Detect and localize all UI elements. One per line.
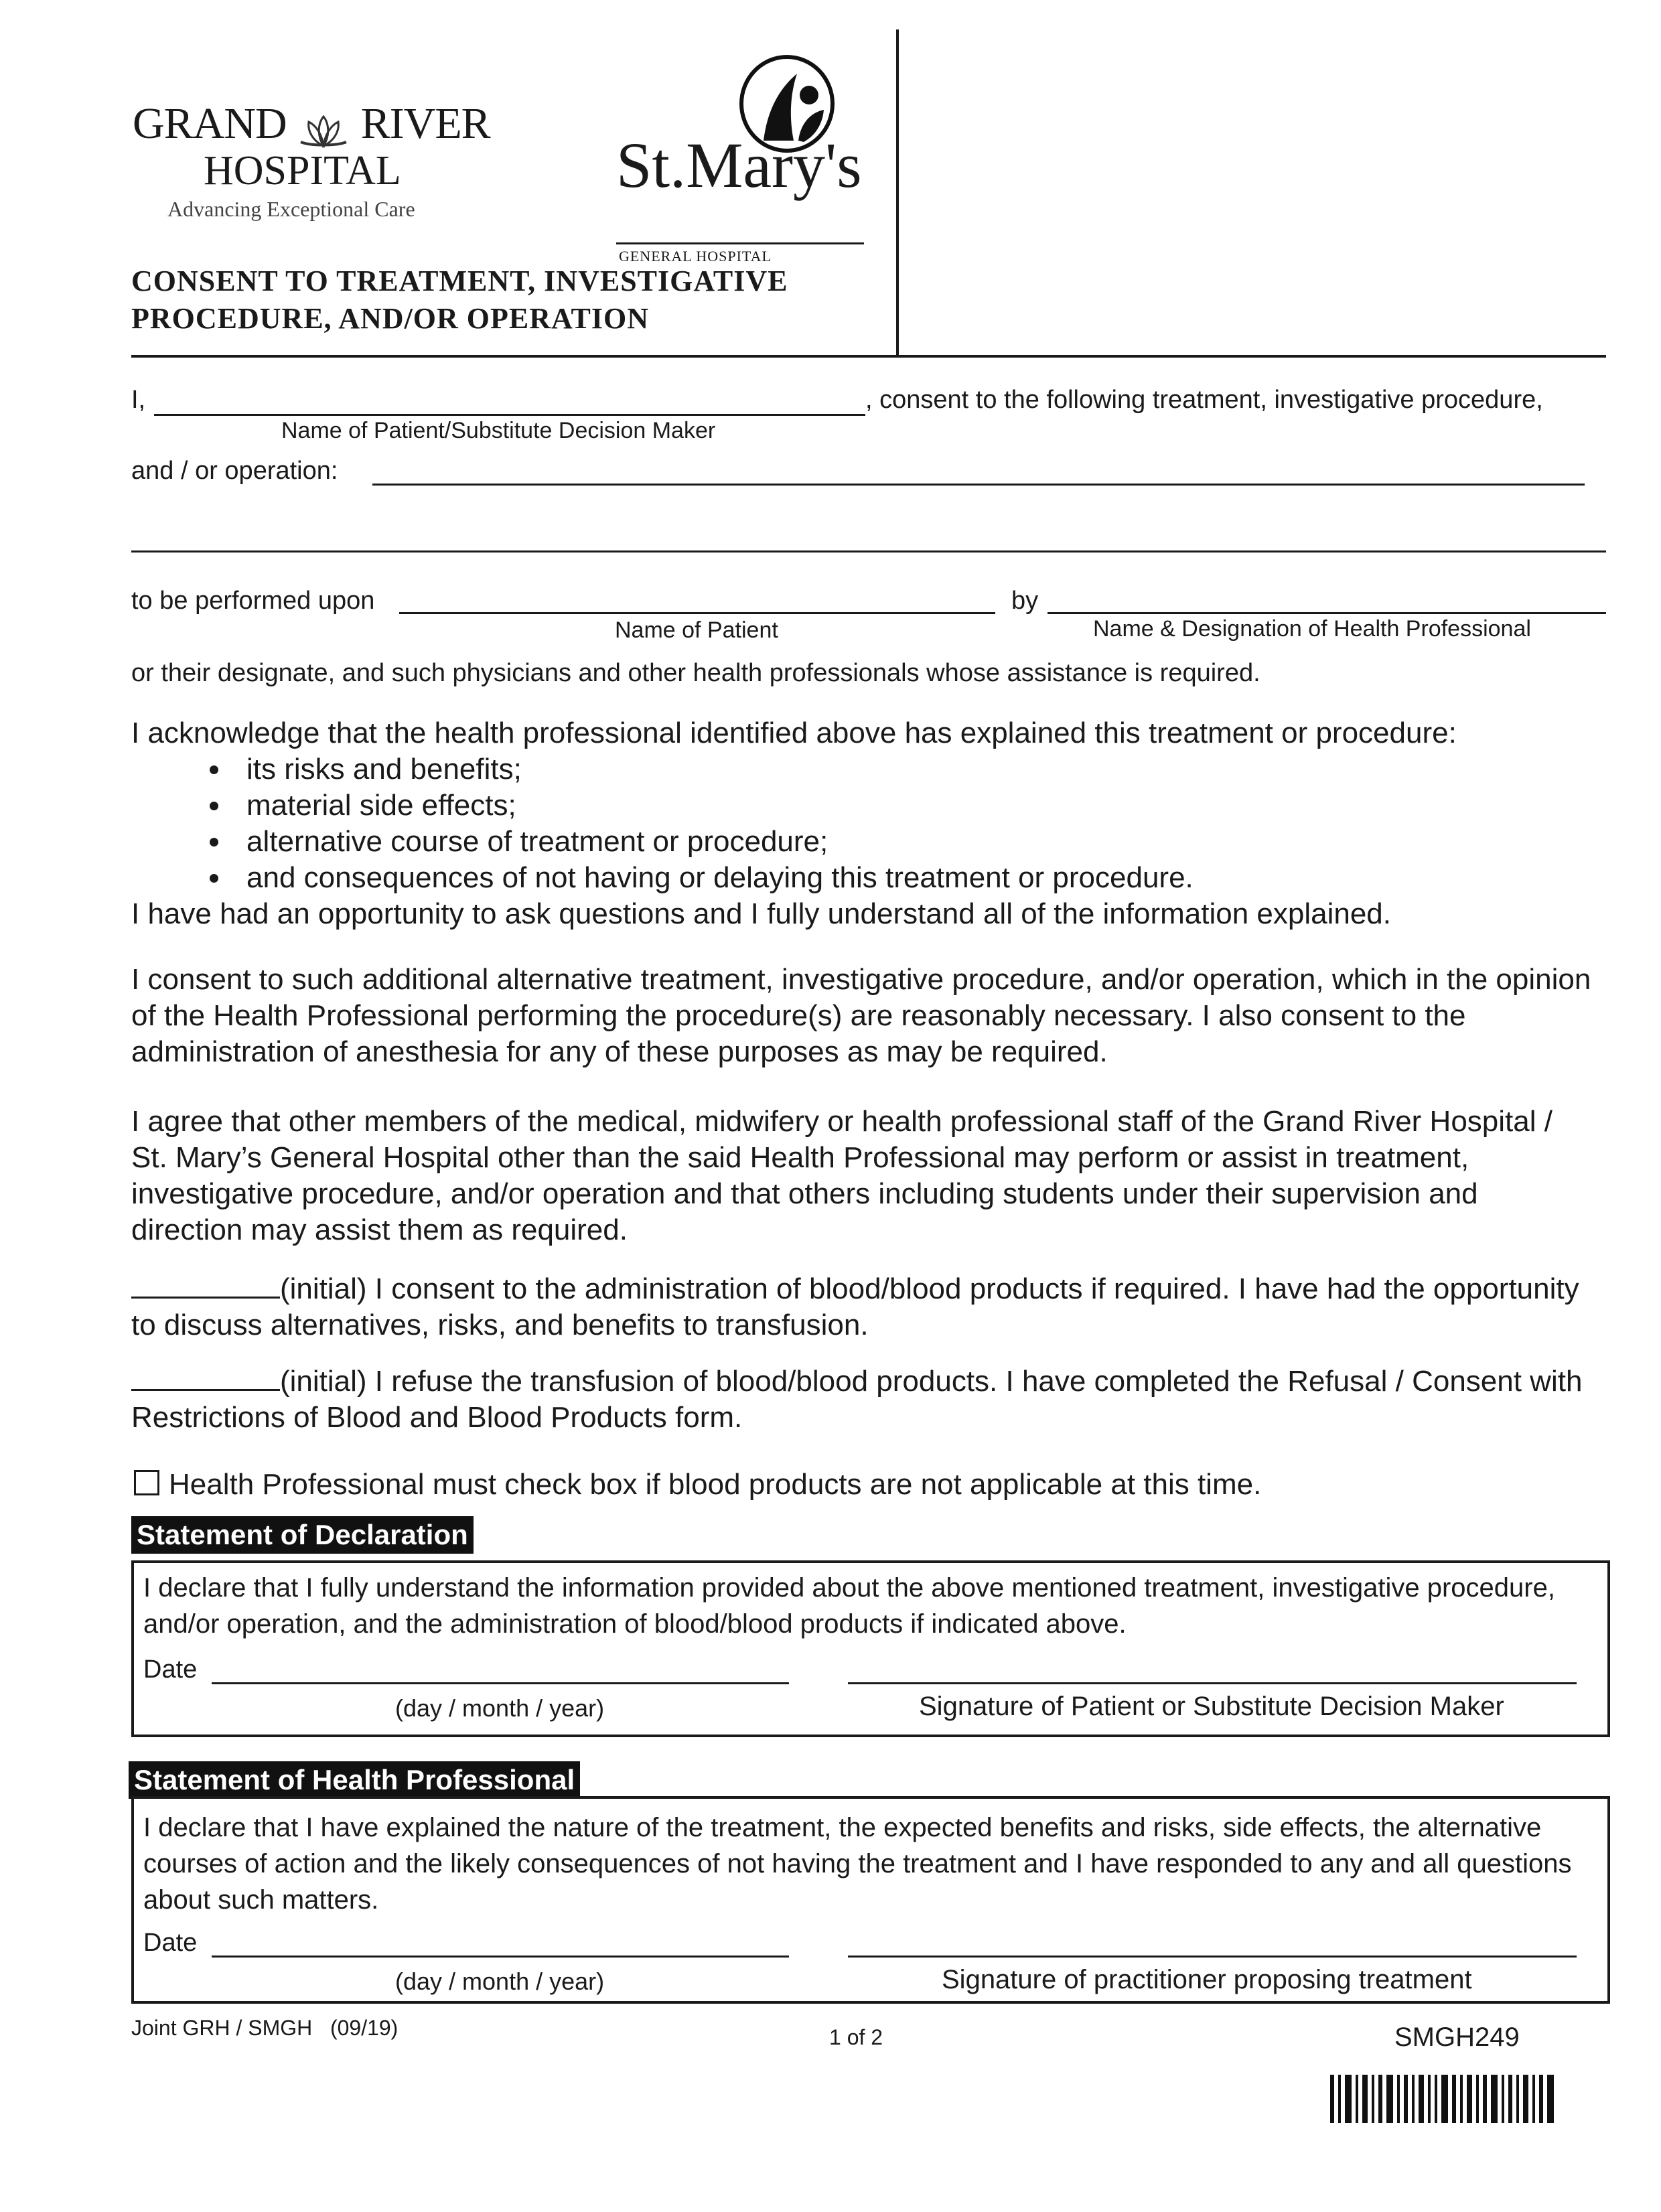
additional-consent-paragraph: I consent to such additional alternative treatment, investigative procedure, and/or operation, which in the opinion of the Health Professional performing the procedure(s) are reasonably necessary. I also consent to the administration of anesthesia for any of these purposes as may be required. (131, 963, 1591, 1068)
form-title-line-1: CONSENT TO TREATMENT, INVESTIGATIVE (131, 265, 788, 297)
bullet-item: • material side effects; (232, 788, 1611, 824)
smgh-logo-subtitle: GENERAL HOSPITAL (619, 248, 772, 265)
grh-logo-word-river: RIVER (360, 99, 490, 148)
staff-agreement-paragraph: I agree that other members of the medical, midwifery or health professional staff of the Grand River Hospital / St. Mary’s General Hospital other than the said Health Professional may perform or assist in treatment, investigative procedure, and/or operation and that others including students under their supervision and direction may assist them as required. (131, 1105, 1552, 1246)
footer-page-number: 1 of 2 (829, 2025, 883, 2049)
grh-logo-hospital: HOSPITAL (204, 148, 401, 194)
acknowledge-bullets (131, 751, 1611, 896)
patient-name-caption: Name of Patient/Substitute Decision Maker (281, 418, 716, 443)
performed-upon-field[interactable] (399, 612, 995, 614)
operation-field-continued[interactable] (131, 550, 1606, 552)
acknowledge-block (131, 715, 1611, 932)
bullet-item: • its risks and benefits; (232, 751, 1611, 788)
declaration-date-caption: (day / month / year) (395, 1694, 605, 1722)
professional-date-label: Date (143, 1929, 198, 1957)
by-label: by (1011, 587, 1039, 615)
patient-caption: Name of Patient (615, 617, 778, 643)
blood-consent-initial-field[interactable] (131, 1274, 280, 1299)
professional-text: I declare that I have explained the nature of the treatment, the expected benefits and risks, side effects, the alternative courses of action and the likely consequences of not having the treatment and I have responded to any and all questions about such matters. (143, 1813, 1572, 1915)
smgh-logo-name: St.Mary's (616, 129, 862, 201)
form-title-line-2: PROCEDURE, AND/OR OPERATION (131, 302, 650, 335)
consent-prefix: I, (131, 386, 146, 414)
blood-consent-paragraph (131, 1271, 1611, 1343)
header-vertical-divider (896, 29, 899, 356)
performed-upon-label: to be performed upon (131, 587, 375, 615)
designate-text: or their designate, and such physicians and other health professionals whose assistance is required. (131, 659, 1260, 687)
professional-signature-caption: Signature of practitioner proposing treatment (942, 1965, 1472, 1994)
consent-text: , consent to the following treatment, investigative procedure, (865, 386, 1543, 414)
bullet-item: • alternative course of treatment or procedure; (232, 824, 1611, 860)
header-horizontal-divider (131, 355, 1606, 358)
patient-name-field[interactable] (154, 414, 865, 416)
footer-form-code: Joint GRH / SMGH (09/19) (131, 2016, 399, 2040)
declaration-title: Statement of Declaration (131, 1516, 474, 1554)
professional-signature-field[interactable] (848, 1956, 1577, 1958)
grh-logo (133, 99, 490, 224)
operation-field[interactable] (372, 484, 1585, 486)
declaration-date-label: Date (143, 1655, 198, 1684)
blood-consent-text: (initial) I consent to the administration of blood/blood products if required. I have had the opportunity to discuss alternatives, risks, and benefits to transfusion. (131, 1272, 1579, 1341)
professional-date-field[interactable] (212, 1956, 789, 1958)
professional-title: Statement of Health Professional (129, 1761, 580, 1799)
grh-logo-word-grand: GRAND (133, 99, 287, 148)
footer-form-number: SMGH249 (1394, 2022, 1520, 2052)
declaration-signature-field[interactable] (848, 1682, 1577, 1684)
acknowledge-closing: I have had an opportunity to ask questions and I fully understand all of the information explained. (131, 897, 1391, 930)
grh-logo-tagline: Advancing Exceptional Care (167, 197, 415, 221)
professional-date-caption: (day / month / year) (395, 1968, 605, 1995)
blood-not-applicable-text: Health Professional must check box if blood products are not applicable at this time. (169, 1468, 1262, 1501)
blood-refuse-paragraph (131, 1363, 1611, 1436)
acknowledge-intro: I acknowledge that the health professional identified above has explained this treatment or procedure: (131, 717, 1457, 749)
declaration-signature-caption: Signature of Patient or Substitute Decision Maker (919, 1692, 1504, 1721)
barcode (1330, 2075, 1558, 2123)
form-title (131, 263, 788, 338)
declaration-box (131, 1560, 1610, 1737)
declaration-date-field[interactable] (212, 1682, 789, 1684)
professional-box (131, 1796, 1610, 2004)
professional-caption: Name & Designation of Health Professional (1093, 616, 1531, 642)
health-professional-field[interactable] (1048, 612, 1606, 614)
blood-not-applicable-row (134, 1468, 1261, 1501)
smgh-logo-rule (616, 242, 864, 244)
declaration-text: I declare that I fully understand the information provided about the above mentioned treatment, investigative procedure, and/or operation, and the administration of blood/blood products if indicated above. (143, 1573, 1555, 1639)
lotus-icon (297, 111, 350, 145)
blood-refuse-text: (initial) I refuse the transfusion of blood/blood products. I have completed the Refusal / Consent with Restrictions of Blood and Blood Products form. (131, 1365, 1583, 1434)
blood-not-applicable-checkbox[interactable] (134, 1470, 159, 1495)
operation-label: and / or operation: (131, 457, 338, 485)
bullet-item: • and consequences of not having or delaying this treatment or procedure. (232, 860, 1611, 896)
blood-refuse-initial-field[interactable] (131, 1366, 280, 1391)
